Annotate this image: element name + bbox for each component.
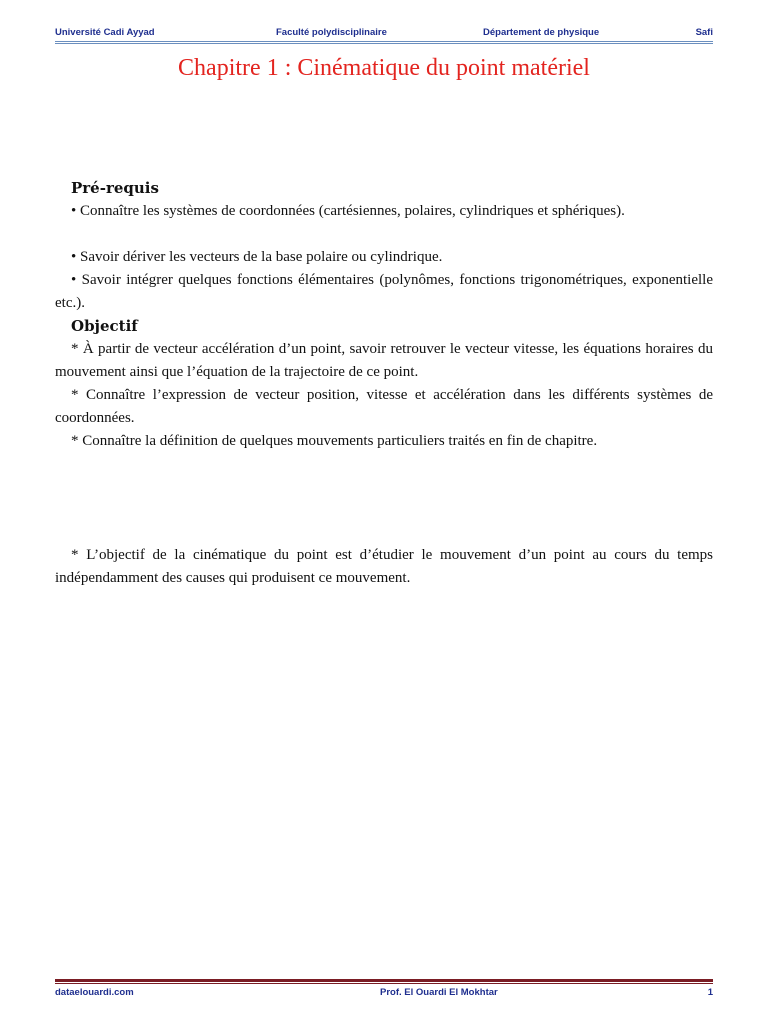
header-university: Université Cadi Ayyad <box>55 27 155 38</box>
footer-divider-secondary <box>55 983 713 984</box>
header-divider <box>55 41 713 42</box>
chapter-title: Chapitre 1 : Cinématique du point matériel <box>178 55 590 81</box>
page-footer <box>55 987 713 1001</box>
header-faculty: Faculté polydisciplinaire <box>276 27 387 38</box>
objectif-item: * À partir de vecteur accélération d’un point, savoir retrouver le vecteur vitesse, les équations horaires du mouvement ainsi que l’équation de la trajectoire de ce point. <box>55 341 713 380</box>
header-city: Safi <box>695 27 713 38</box>
prerequis-item: • Savoir intégrer quelques fonctions élémentaires (polynômes, fonctions trigonométriques, exponentielle etc.). <box>55 272 713 311</box>
objectif-item: * Connaître la définition de quelques mouvements particuliers traités en fin de chapitre. <box>71 433 598 449</box>
footer-divider <box>55 979 713 982</box>
prerequis-heading: Pré-requis <box>71 179 159 197</box>
intro-paragraph: * L’objectif de la cinématique du point est d’étudier le mouvement d’un point au cours du temps indépendamment des causes qui produisent ce mouvement. <box>55 547 713 586</box>
page-number: 1 <box>707 987 713 998</box>
footer-website: dataelouardi.com <box>55 987 134 998</box>
objectif-item: * Connaître l’expression de vecteur position, vitesse et accélération dans les différents systèmes de coordonnées. <box>55 387 713 426</box>
objectif-heading: Objectif <box>71 317 138 335</box>
footer-author: Prof. El Ouardi El Mokhtar <box>380 987 498 998</box>
header-department: Département de physique <box>483 27 600 38</box>
prerequis-item: • Savoir dériver les vecteurs de la base polaire ou cylindrique. <box>71 249 443 265</box>
prerequis-item: • Connaître les systèmes de coordonnées (cartésiennes, polaires, cylindriques et sphériques). <box>71 203 625 219</box>
page-header <box>55 27 713 41</box>
header-divider-secondary <box>55 43 713 44</box>
